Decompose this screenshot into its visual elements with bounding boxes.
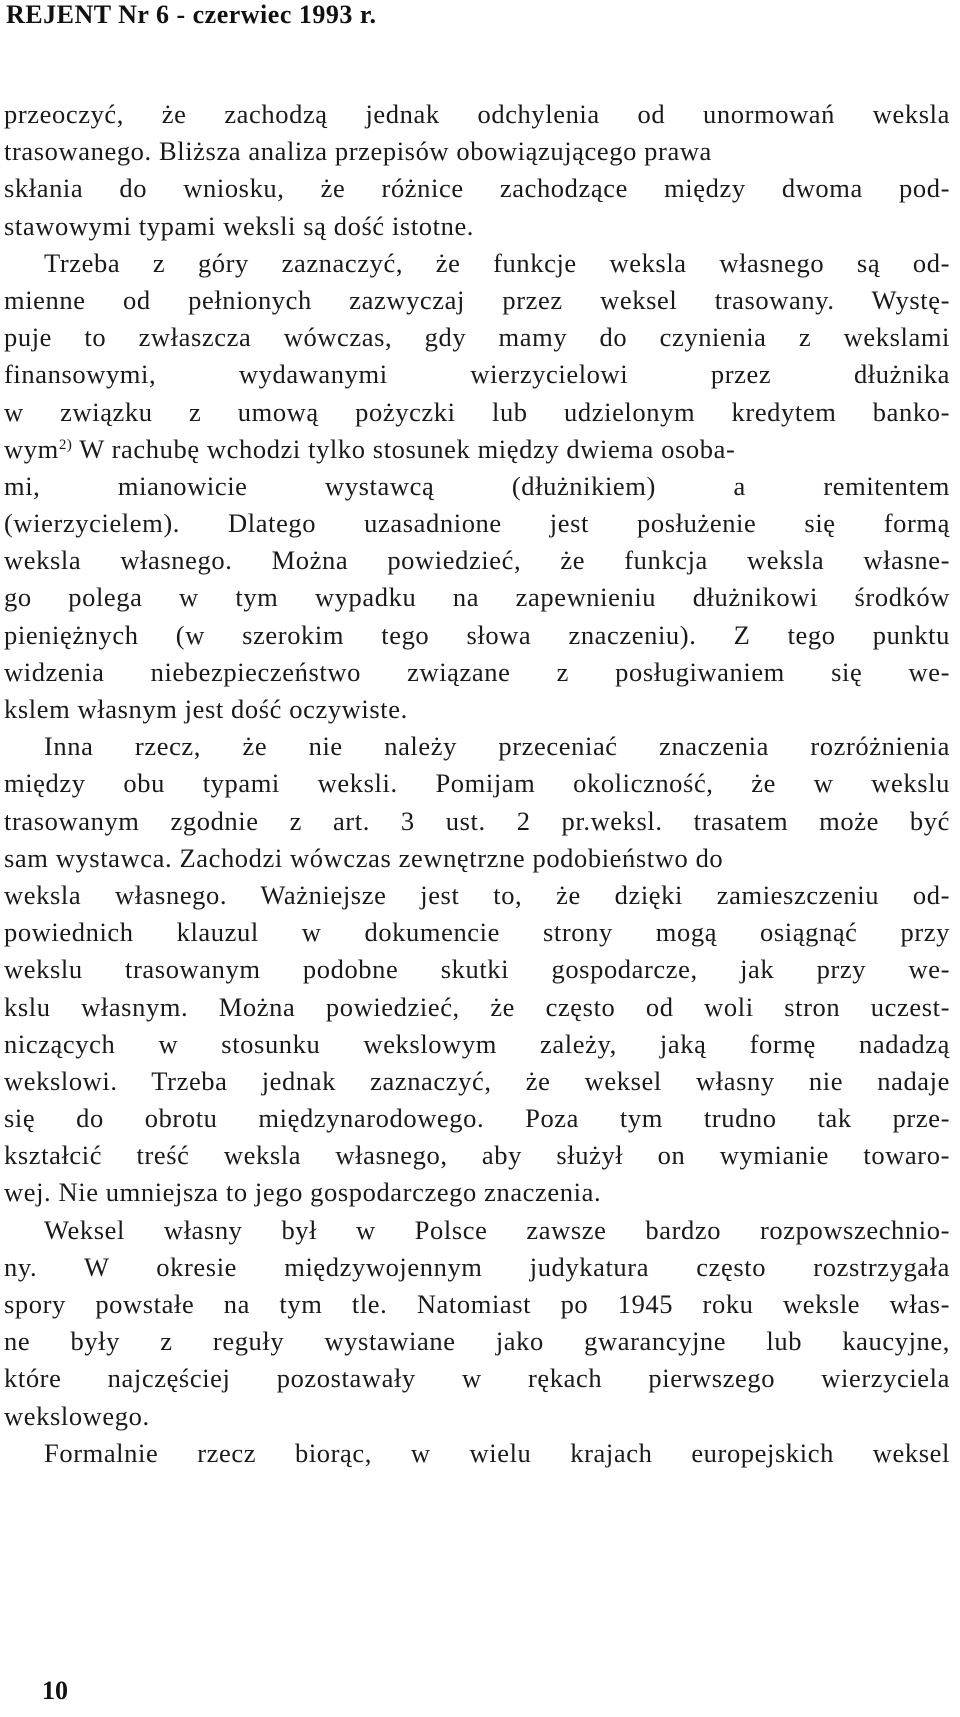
text-line: mienne od pełnionych zazwyczaj przez weksel trasowany. Wystę-	[4, 284, 950, 315]
running-header: REJENT Nr 6 - czerwiec 1993 r.	[6, 0, 377, 29]
text-line: Inna rzecz, że nie należy przeceniać znaczenia rozróżnienia	[44, 731, 950, 762]
text-line: między obu typami weksli. Pomijam okoliczność, że w wekslu	[4, 768, 950, 799]
text-line: finansowymi, wydawanymi wierzycielowi przez dłużnika	[4, 359, 950, 390]
text-line: stawowymi typami weksli są dość istotne.	[4, 210, 475, 241]
text-line: wekslu trasowanym podobne skutki gospodarcze, jak przy we-	[4, 954, 950, 985]
text-line: skłania do wniosku, że różnice zachodzące między dwoma pod-	[4, 173, 950, 204]
text-fragment: W rachubę wchodzi tylko stosunek między dwiema osoba-	[79, 433, 736, 464]
text-line: ne były z reguły wystawiane jako gwarancyjne lub kaucyjne,	[4, 1326, 950, 1357]
text-line: puje to zwłaszcza wówczas, gdy mamy do czynienia z wekslami	[4, 322, 950, 353]
text-line: wekslowi. Trzeba jednak zaznaczyć, że weksel własny nie nadaje	[4, 1065, 950, 1096]
text-line: ny. W okresie międzywojennym judykatura często rozstrzygała	[4, 1251, 950, 1282]
text-line: kslem własnym jest dość oczywiste.	[4, 694, 408, 724]
page-number: 10	[42, 1676, 68, 1705]
text-line: Weksel własny był w Polsce zawsze bardzo rozpowszechnio-	[44, 1214, 950, 1245]
text-line: trasowanego. Bliższa analiza przepisów obowiązującego prawa	[4, 136, 712, 167]
text-fragment: wym	[4, 433, 59, 464]
text-line: weksla własnego. Można powiedzieć, że funkcja weksla własne-	[4, 545, 950, 576]
text-line: kslu własnym. Można powiedzieć, że często od woli stron uczest-	[4, 991, 950, 1022]
text-line: przeoczyć, że zachodzą jednak odchylenia od unormowań weksla	[4, 99, 950, 129]
text-line: go polega w tym wypadku na zapewnieniu dłużnikowi środków	[4, 582, 950, 613]
text-line: sam wystawca. Zachodzi wówczas zewnętrzne podobieństwo do	[4, 842, 724, 873]
text-line: wej. Nie umniejsza to jego gospodarczego znaczenia.	[4, 1177, 602, 1208]
text-line: Formalnie rzecz biorąc, w wielu krajach europejskich weksel	[44, 1437, 950, 1468]
footnote-reference[interactable]: 2)	[58, 436, 73, 453]
text-line: kształcić treść weksla własnego, aby służył on wymianie towaro-	[4, 1140, 950, 1171]
text-line: spory powstałe na tym tle. Natomiast po 1945 roku weksle włas-	[4, 1289, 950, 1319]
text-line: powiednich klauzul w dokumencie strony mogą osiągnąć przy	[4, 917, 950, 948]
text-line: widzenia niebezpieczeństwo związane z posługiwaniem się we-	[4, 656, 950, 687]
text-line: niczących w stosunku wekslowym zależy, jaką formę nadadzą	[4, 1028, 950, 1059]
text-line: trasowanym zgodnie z art. 3 ust. 2 pr.weksl. trasatem może być	[4, 805, 950, 836]
text-line: pieniężnych (w szerokim tego słowa znaczeniu). Z tego punktu	[4, 619, 950, 650]
text-line: wekslowego.	[4, 1400, 150, 1431]
text-line: w związku z umową pożyczki lub udzielonym kredytem banko-	[4, 396, 950, 427]
text-line-with-footnote	[4, 431, 950, 468]
text-line: (wierzycielem). Dlatego uzasadnione jest posłużenie się formą	[4, 508, 950, 539]
body-text	[4, 96, 950, 1472]
text-line: się do obrotu międzynarodowego. Poza tym trudno tak prze-	[4, 1103, 950, 1134]
text-line: Trzeba z góry zaznaczyć, że funkcje weksla własnego są od-	[44, 247, 950, 278]
text-line: które najczęściej pozostawały w rękach pierwszego wierzyciela	[4, 1363, 950, 1394]
text-line: weksla własnego. Ważniejsze jest to, że dzięki zamieszczeniu od-	[4, 879, 950, 910]
text-line: mi, mianowicie wystawcą (dłużnikiem) a remitentem	[4, 470, 950, 501]
